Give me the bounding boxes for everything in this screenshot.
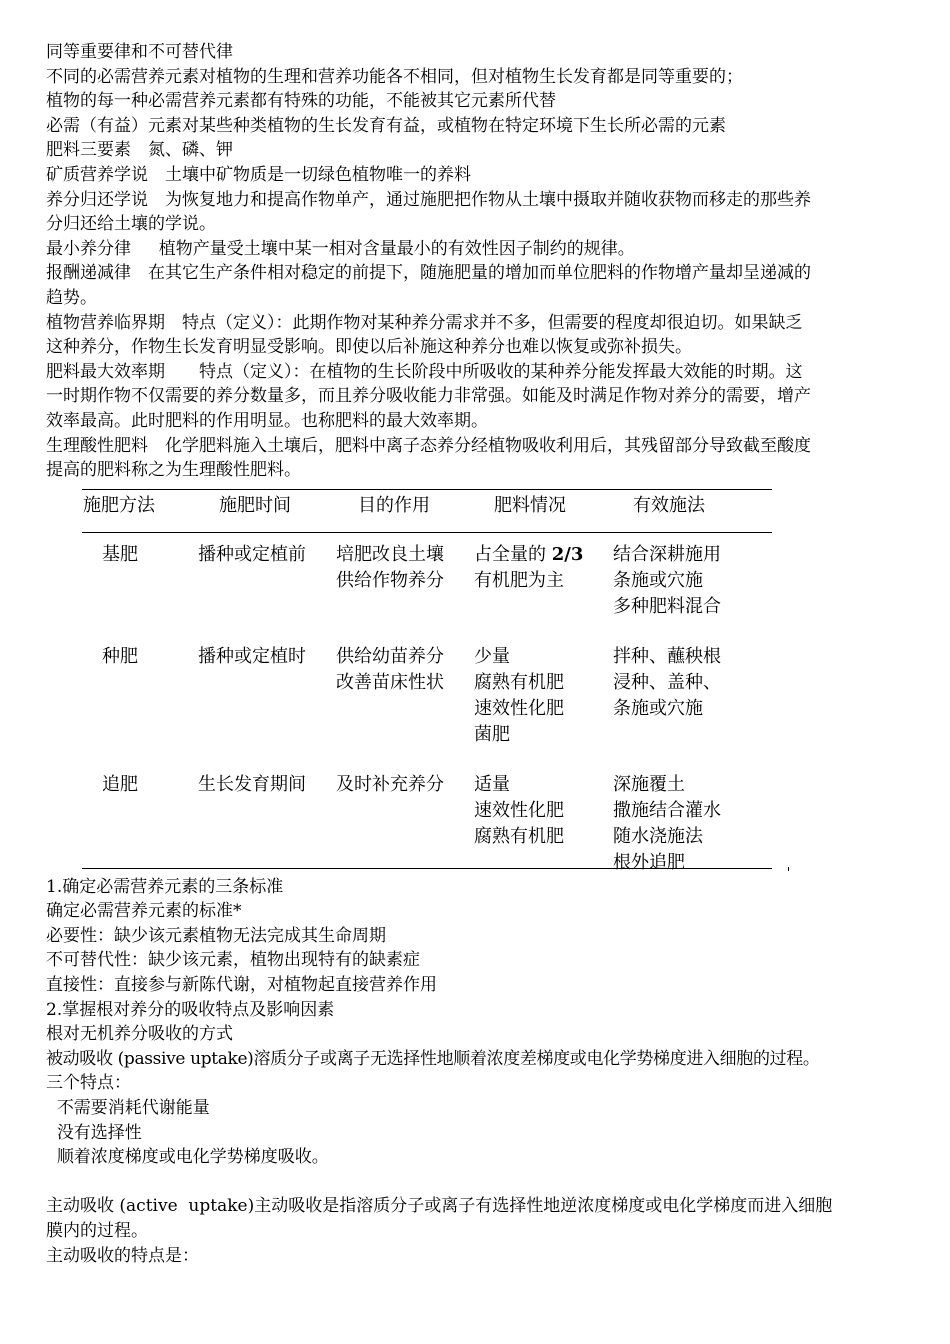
table-header-fertilizer: 肥料情况 bbox=[494, 494, 566, 516]
table-cell-fertilizer: 速效性化肥 bbox=[474, 799, 564, 821]
fertilization-table bbox=[46, 489, 736, 873]
intro-section bbox=[46, 40, 908, 483]
table-cell-time: 播种或定植前 bbox=[198, 543, 306, 565]
table-cell-time: 播种或定植时 bbox=[198, 645, 306, 667]
text-line: 趋势。 bbox=[46, 287, 97, 308]
text-line: 三个特点： bbox=[46, 1073, 131, 1094]
text-line: 1.确定必需营养元素的三条标准 bbox=[46, 876, 284, 897]
text-line: 必需（有益）元素对某些种类植物的生长发育有益，或植物在特定环境下生长所必需的元素 bbox=[46, 115, 726, 136]
table-cell-purpose: 供给作物养分 bbox=[336, 569, 444, 591]
text-line: 养分归还学说 为恢复地力和提高作物单产，通过施肥把作物从土壤中摄取并随收获物而移走的那些养 bbox=[46, 189, 811, 210]
table-cell-method: 基肥 bbox=[102, 543, 138, 565]
table-cell-application: 结合深耕施用 bbox=[613, 543, 721, 565]
table-cell-fertilizer: 腐熟有机肥 bbox=[474, 671, 564, 693]
fertilizer-prefix: 占全量的 bbox=[474, 543, 552, 565]
text-line: 最小养分律 植物产量受土壤中某一相对含量最小的有效性因子制约的规律。 bbox=[46, 238, 635, 259]
text-line: 肥料最大效率期 特点（定义）：在植物的生长阶段中所吸收的某种养分能发挥最大效能的时期。这 bbox=[46, 361, 803, 382]
table-cell-time: 生长发育期间 bbox=[198, 773, 306, 795]
table-cell-purpose: 供给幼苗养分 bbox=[336, 645, 444, 667]
text-line: 植物营养临界期 特点（定义）：此期作物对某种养分需求并不多，但需要的程度却很迫切。如果缺乏 bbox=[46, 312, 803, 333]
table-cell-fertilizer: 适量 bbox=[474, 773, 510, 795]
table-header-purpose: 目的作用 bbox=[358, 494, 430, 516]
text-line: 2.掌握根对养分的吸收特点及影响因素 bbox=[46, 999, 335, 1020]
text-line: 膜内的过程。 bbox=[46, 1221, 148, 1241]
text-line: 这种养分，作物生长发育明显受影响。即使以后补施这种养分也难以恢复或弥补损失。 bbox=[46, 337, 692, 358]
text-line: 没有选择性 bbox=[46, 1122, 142, 1143]
table-header-method: 施肥方法 bbox=[83, 494, 155, 516]
table-cell-fertilizer: 少量 bbox=[474, 645, 510, 667]
text-line: 植物的每一种必需营养元素都有特殊的功能，不能被其它元素所代替 bbox=[46, 91, 556, 112]
table-header-rule bbox=[82, 532, 772, 533]
table-cell-application: 拌种、蘸秧根 bbox=[613, 645, 721, 667]
table-header-application: 有效施法 bbox=[633, 494, 705, 516]
table-cell-fertilizer: 速效性化肥 bbox=[474, 697, 564, 719]
text-line: 矿质营养学说 土壤中矿物质是一切绿色植物唯一的养料 bbox=[46, 164, 471, 185]
text-line: 效率最高。此时肥料的作用明显。也称肥料的最大效率期。 bbox=[46, 410, 488, 431]
text-line: 必要性：缺少该元素植物无法完成其生命周期 bbox=[46, 925, 386, 946]
table-cell-application: 随水浇施法 bbox=[613, 825, 703, 847]
table-cell-fertilizer: 腐熟有机肥 bbox=[474, 825, 564, 847]
table-cell-application: 条施或穴施 bbox=[613, 569, 703, 591]
text-line: 同等重要律和不可替代律 bbox=[46, 42, 233, 62]
blank-line bbox=[46, 1170, 908, 1195]
table-corner-mark bbox=[788, 867, 789, 871]
text-line: 生理酸性肥料 化学肥料施入土壤后，肥料中离子态养分经植物吸收利用后，其残留部分导致截至酸度 bbox=[46, 435, 811, 456]
text-line: 被动吸收 (passive uptake)溶质分子或离子无选择性地顺着浓度差梯度或电化学势梯度进入细胞的过程。 bbox=[46, 1048, 820, 1069]
table-cell-method: 追肥 bbox=[102, 773, 138, 795]
table-cell-purpose: 培肥改良土壤 bbox=[336, 543, 444, 565]
text-line: 一时期作物不仅需要的养分数量多，而且养分吸收能力非常强。如能及时满足作物对养分的需要，增产 bbox=[46, 386, 811, 407]
table-cell-application: 深施覆土 bbox=[613, 773, 685, 795]
text-line: 顺着浓度梯度或电化学势梯度吸收。 bbox=[46, 1147, 329, 1168]
outro-section bbox=[46, 875, 908, 1269]
table-top-rule bbox=[82, 489, 772, 490]
text-line: 主动吸收的特点是： bbox=[46, 1245, 199, 1266]
table-cell-fertilizer bbox=[474, 542, 583, 568]
table-cell-fertilizer: 菌肥 bbox=[474, 723, 510, 745]
document-page bbox=[46, 40, 908, 1268]
text-line: 确定必需营养元素的标准* bbox=[46, 901, 242, 922]
text-line: 不需要消耗代谢能量 bbox=[46, 1098, 210, 1119]
table-cell-application: 根外追肥 bbox=[613, 851, 685, 873]
fertilizer-fraction: 2/3 bbox=[551, 543, 584, 565]
text-line: 不同的必需营养元素对植物的生理和营养功能各不相同，但对植物生长发育都是同等重要的； bbox=[46, 66, 743, 87]
text-line: 主动吸收 (active uptake)主动吸收是指溶质分子或离子有选择性地逆浓度梯度或电化学梯度而进入细胞 bbox=[46, 1196, 833, 1217]
text-line: 不可替代性：缺少该元素，植物出现特有的缺素症 bbox=[46, 950, 420, 971]
table-cell-application: 多种肥料混合 bbox=[613, 595, 721, 617]
text-line: 肥料三要素 氮、磷、钾 bbox=[46, 140, 233, 161]
table-cell-purpose: 及时补充养分 bbox=[336, 773, 444, 795]
text-line: 根对无机养分吸收的方式 bbox=[46, 1024, 233, 1045]
table-header-time: 施肥时间 bbox=[219, 494, 291, 516]
table-cell-application: 撒施结合灌水 bbox=[613, 799, 721, 821]
table-cell-application: 浸种、盖种、 bbox=[613, 671, 721, 693]
text-line: 报酬递减律 在其它生产条件相对稳定的前提下，随施肥量的增加而单位肥料的作物增产量却呈递减的 bbox=[46, 263, 811, 284]
table-cell-fertilizer: 有机肥为主 bbox=[474, 569, 564, 591]
text-line: 分归还给土壤的学说。 bbox=[46, 214, 216, 235]
text-line: 提高的肥料称之为生理酸性肥料。 bbox=[46, 460, 301, 481]
table-cell-application: 条施或穴施 bbox=[613, 697, 703, 719]
text-line: 直接性：直接参与新陈代谢，对植物起直接营养作用 bbox=[46, 975, 437, 996]
table-cell-purpose: 改善苗床性状 bbox=[336, 671, 444, 693]
table-cell-method: 种肥 bbox=[102, 645, 138, 667]
